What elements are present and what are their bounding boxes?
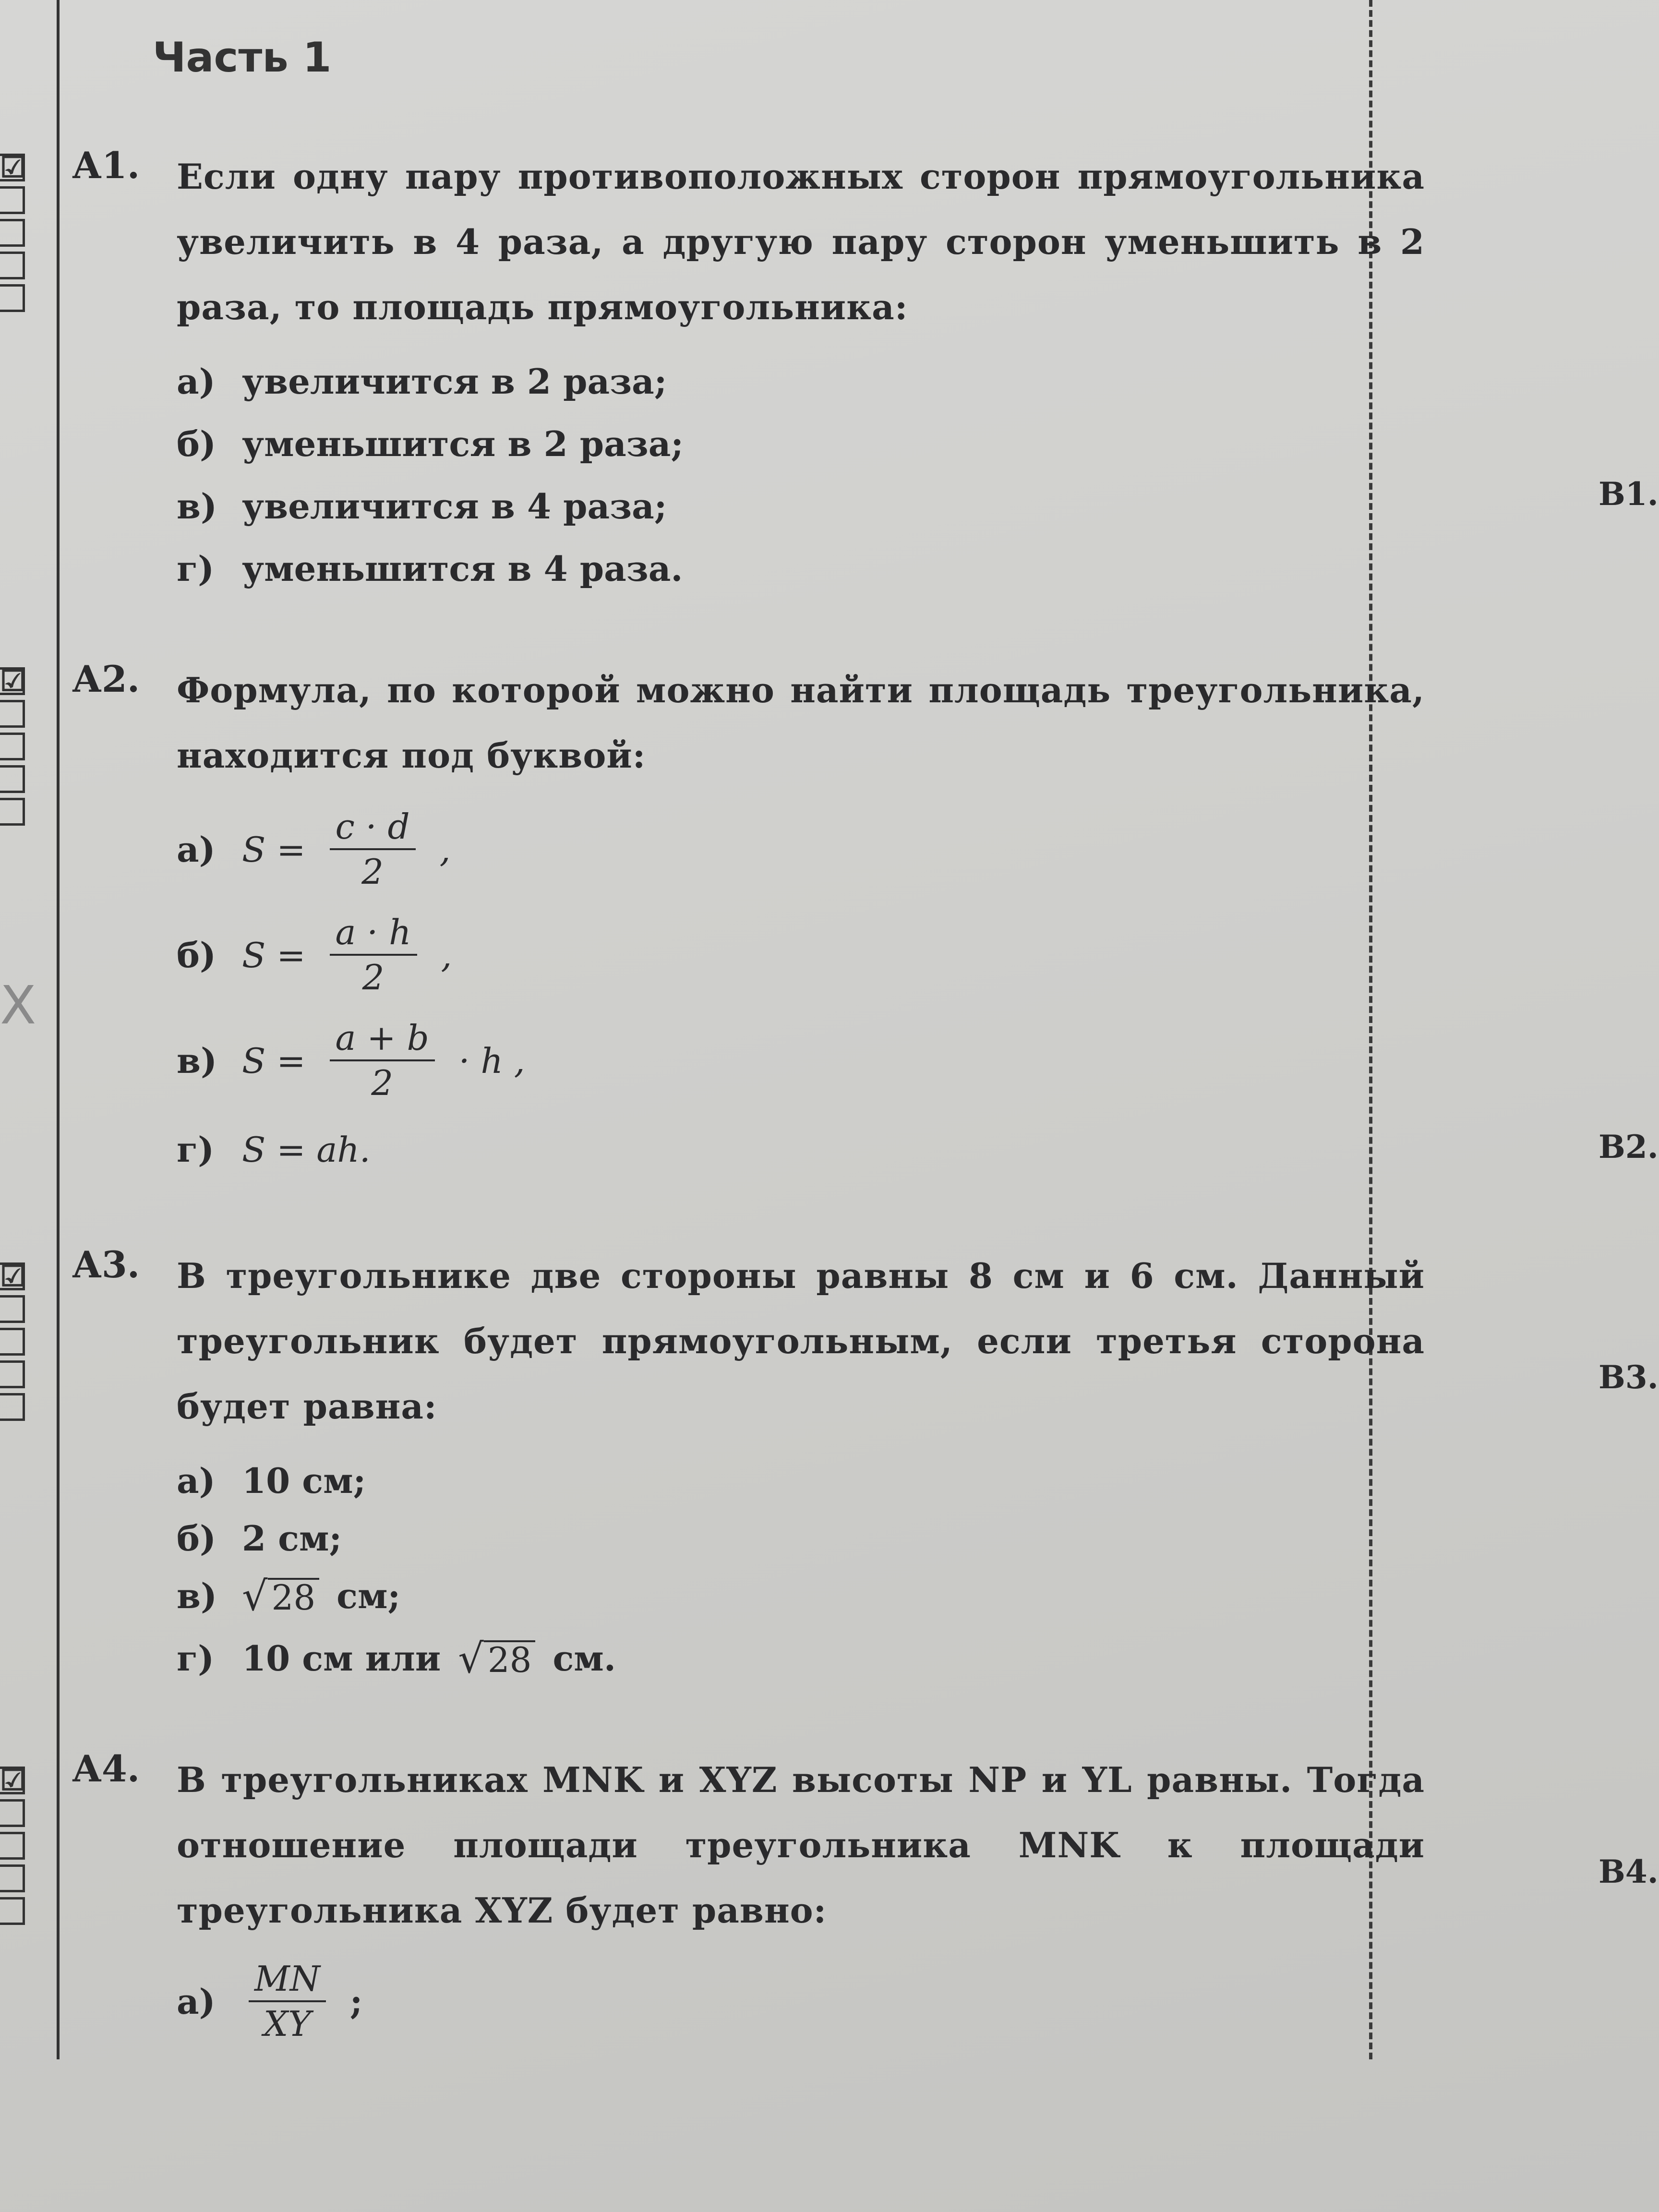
option-d[interactable] — [177, 538, 683, 600]
formula-suffix: , — [441, 935, 452, 975]
fraction — [330, 806, 416, 892]
answer-box[interactable] — [0, 1897, 25, 1925]
option-d[interactable] — [177, 1627, 616, 1690]
answer-boxes-a2[interactable] — [0, 664, 27, 830]
option-suffix: см; — [337, 1575, 401, 1616]
fraction-denominator: 2 — [361, 852, 384, 892]
pencil-x-mark: X — [0, 974, 36, 1036]
option-label: г) — [177, 1638, 215, 1679]
answer-box[interactable] — [0, 1864, 25, 1892]
fraction-numerator: MN — [249, 1961, 326, 2002]
option-text: увеличится в 4 раза; — [242, 486, 667, 527]
option-label: б) — [177, 1518, 216, 1559]
option-d[interactable] — [177, 1118, 371, 1181]
radicand: 28 — [484, 1640, 536, 1679]
answer-box[interactable]: ☑ — [0, 151, 26, 184]
answer-boxes-a1[interactable] — [0, 151, 27, 317]
formula-suffix: , — [439, 830, 451, 870]
option-prefix: 10 см или — [242, 1638, 441, 1679]
task-question: В треугольнике две стороны равны 8 см и 6 см. Данный треугольник будет прямоугольным, если третья сторона будет равна: — [177, 1255, 1425, 1427]
option-label: в) — [177, 486, 217, 527]
option-a[interactable] — [177, 802, 451, 898]
left-margin-line — [57, 0, 60, 2059]
answer-box[interactable] — [0, 700, 25, 728]
part-title: Часть 1 — [153, 34, 332, 82]
fraction-numerator: c · d — [330, 809, 416, 850]
answer-box[interactable]: ☑ — [0, 1764, 26, 1797]
option-label: а) — [177, 1981, 216, 2022]
fraction-denominator: 2 — [362, 957, 385, 998]
answer-box[interactable] — [0, 765, 25, 793]
task-number: А3. — [72, 1243, 140, 1286]
option-label: в) — [177, 1575, 217, 1616]
option-label: г) — [177, 548, 215, 589]
option-c[interactable] — [177, 1565, 400, 1627]
answer-box[interactable] — [0, 1328, 25, 1356]
radical-sign-icon: √ — [242, 1573, 268, 1620]
side-label-b4: В4. — [1599, 1853, 1659, 1890]
task-number: А4. — [72, 1747, 140, 1790]
option-text: увеличится в 2 раза; — [242, 361, 667, 402]
square-root — [458, 1635, 535, 1682]
fraction-denominator: 2 — [371, 1063, 394, 1103]
option-text: 10 см; — [242, 1460, 366, 1501]
option-c[interactable] — [177, 475, 667, 538]
answer-box[interactable] — [0, 1832, 25, 1860]
side-label-b1: В1. — [1599, 475, 1659, 513]
side-label-b3: В3. — [1599, 1358, 1659, 1396]
option-text: уменьшится в 2 раза; — [242, 423, 684, 464]
answer-box[interactable]: ☑ — [0, 1260, 26, 1293]
option-a[interactable] — [177, 350, 667, 413]
option-a[interactable] — [177, 1450, 366, 1512]
answer-box[interactable]: ☑ — [0, 664, 26, 698]
task-number: А2. — [72, 658, 140, 700]
option-suffix: см. — [553, 1638, 616, 1679]
answer-box[interactable] — [0, 1799, 25, 1827]
option-a[interactable] — [177, 1954, 362, 2050]
answer-box[interactable] — [0, 1295, 25, 1323]
answer-box[interactable] — [0, 186, 25, 214]
option-text: 2 см; — [242, 1518, 342, 1559]
fraction — [330, 914, 417, 996]
option-b[interactable] — [177, 1507, 342, 1570]
option-c[interactable] — [177, 1013, 525, 1109]
option-label: г) — [177, 1129, 215, 1170]
answer-box[interactable] — [0, 733, 25, 760]
option-label: б) — [177, 423, 216, 464]
answer-box[interactable] — [0, 284, 25, 312]
answer-box[interactable] — [0, 798, 25, 826]
square-root — [242, 1573, 319, 1620]
fraction — [249, 1961, 326, 2042]
fraction — [330, 1020, 435, 1101]
formula-prefix: S = — [242, 830, 306, 870]
option-text: уменьшится в 4 раза. — [242, 548, 683, 589]
option-label: в) — [177, 1040, 217, 1081]
option-label: а) — [177, 361, 216, 402]
answer-boxes-a4[interactable] — [0, 1764, 27, 1930]
answer-box[interactable] — [0, 219, 25, 247]
option-suffix: ; — [349, 1981, 363, 2022]
fraction-numerator: a · h — [330, 914, 417, 956]
answer-box[interactable] — [0, 1393, 25, 1421]
option-label: а) — [177, 829, 216, 870]
formula-prefix: S = — [242, 1041, 306, 1081]
option-label: а) — [177, 1460, 216, 1501]
option-label: б) — [177, 935, 216, 975]
answer-box[interactable] — [0, 1360, 25, 1388]
fraction-denominator: XY — [263, 2004, 311, 2044]
task-question: Формула, по которой можно найти площадь треугольника, находится под буквой: — [177, 670, 1425, 776]
formula-text: S = ah. — [242, 1130, 371, 1170]
task-number: А1. — [72, 144, 140, 187]
radical-sign-icon: √ — [458, 1635, 484, 1682]
task-question: Если одну пару противоположных сторон прямоугольника увеличить в 4 раза, а другую пару сторон уменьшить в 2 раза, то площадь прямоугольника: — [177, 156, 1425, 327]
radicand: 28 — [268, 1578, 320, 1616]
answer-box[interactable] — [0, 252, 25, 279]
task-question: В треугольниках MNK и XYZ высоты NP и YL равны. Тогда отношение площади треугольника MNK к площади треугольника XYZ будет равно: — [177, 1759, 1425, 1931]
side-label-b2: В2. — [1599, 1128, 1659, 1166]
answer-boxes-a3[interactable] — [0, 1262, 27, 1426]
option-b[interactable] — [177, 907, 452, 1003]
option-b[interactable] — [177, 413, 684, 475]
fraction-numerator: a + b — [330, 1020, 435, 1061]
formula-suffix: · h , — [458, 1041, 525, 1081]
formula-prefix: S = — [242, 935, 306, 975]
